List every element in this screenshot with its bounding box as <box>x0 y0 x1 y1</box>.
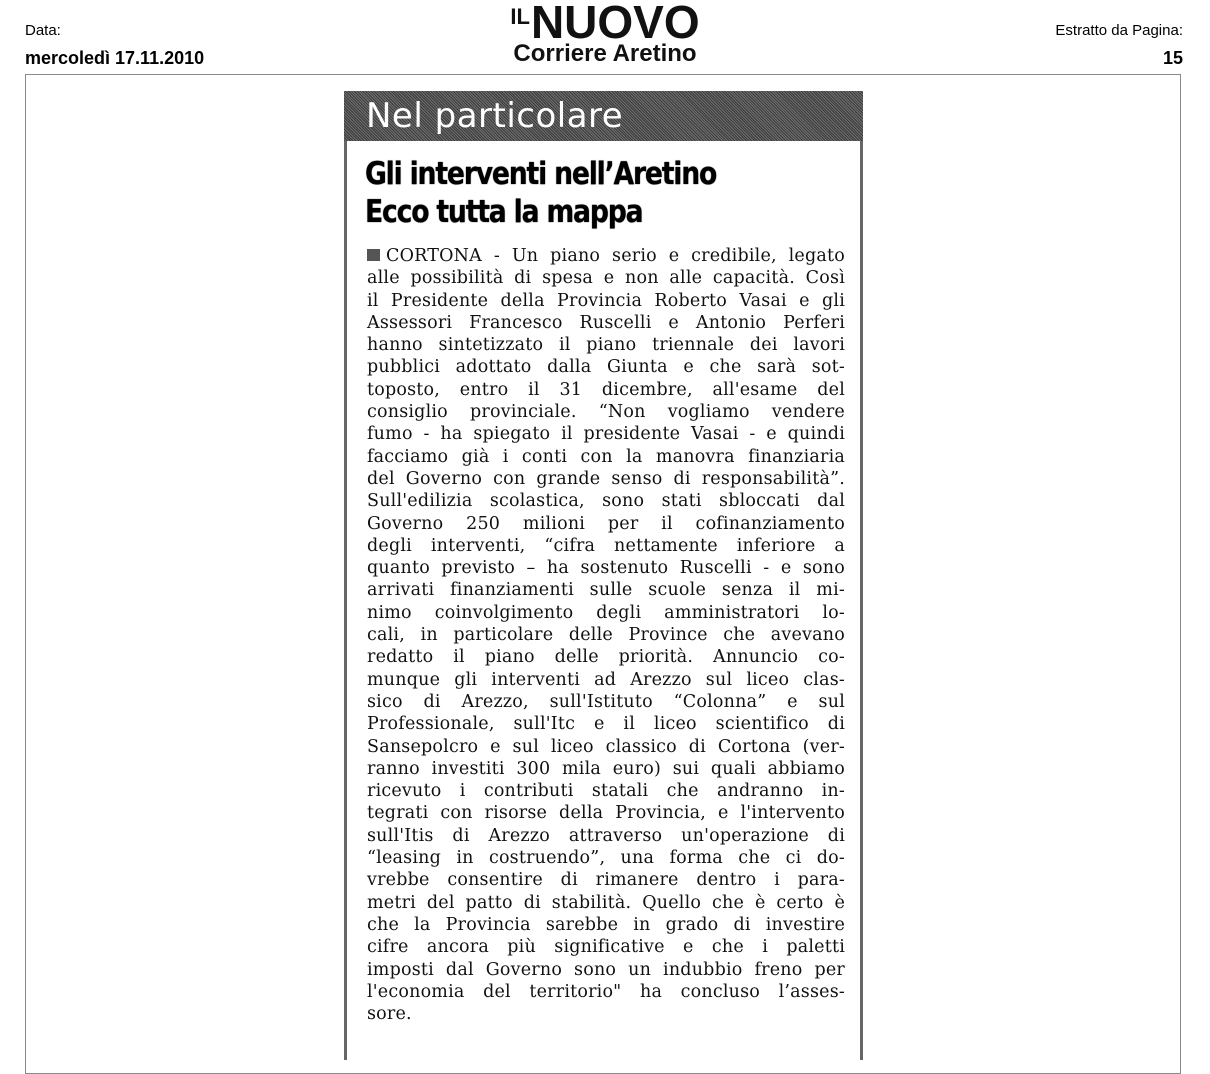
body-line-text: alle possibilità di spesa e non alle capacità. Così <box>367 268 845 289</box>
article-clipping <box>344 91 863 1060</box>
body-line-text: degli interventi, “cifra nettamente inferiore a <box>367 535 845 556</box>
page-number: 15 <box>1162 48 1183 68</box>
body-line-text: quanto previsto – ha sostenuto Ruscelli - e sono <box>367 558 845 579</box>
body-line <box>367 557 845 579</box>
body-line-text: hanno sintetizzato il piano triennale dei lavori <box>367 335 845 356</box>
body-line <box>367 579 845 601</box>
body-line <box>367 446 845 468</box>
body-line <box>367 468 845 490</box>
body-line <box>367 245 845 267</box>
headline-line-2: Ecco tutta la mappa <box>365 194 643 230</box>
body-line-text: nimo coinvolgimento degli amministratori lo- <box>367 602 845 623</box>
body-line <box>367 802 845 824</box>
body-line-text: munque gli interventi ad Arezzo sul liceo clas- <box>367 669 845 690</box>
body-line <box>367 758 845 780</box>
body-line-text: Governo 250 milioni per il cofinanziamento <box>367 513 845 534</box>
body-line-text: che la Provincia sarebbe in grado di investire <box>367 914 845 935</box>
body-line-text: tegrati con risorse della Provincia, e l'intervento <box>367 803 845 824</box>
body-line-text: consiglio provinciale. “Non vogliamo vendere <box>367 402 845 423</box>
body-line <box>367 981 845 1003</box>
body-line <box>367 1003 845 1025</box>
body-line-text: fumo - ha spiegato il presidente Vasai - e quindi <box>367 424 845 445</box>
body-line <box>367 936 845 958</box>
body-line <box>367 691 845 713</box>
body-line <box>367 624 845 646</box>
body-line-text: toposto, entro il 31 dicembre, all'esame del <box>367 379 845 400</box>
article-body <box>367 245 845 1025</box>
masthead-title <box>490 0 720 48</box>
body-line-text: sore. <box>367 1004 412 1025</box>
body-line-text: l'economia del territorio" ha concluso l’asses- <box>367 981 845 1002</box>
body-line-text: del Governo con grande senso di responsabilità”. <box>367 468 845 489</box>
newspaper-masthead <box>490 0 720 66</box>
body-line-text: cali, in particolare delle Province che avevano <box>367 625 845 646</box>
date-value: mercoledì 17.11.2010 <box>25 48 205 68</box>
body-line <box>367 535 845 557</box>
date-label: Data: <box>25 22 61 39</box>
body-line <box>367 423 845 445</box>
article-headline <box>365 155 847 231</box>
masthead-il: IL <box>510 4 530 29</box>
masthead-nuovo: NUOVO <box>530 0 700 48</box>
body-line <box>367 312 845 334</box>
body-line-text: metri del patto di stabilità. Quello che è certo è <box>367 892 845 913</box>
body-line-text: Assessori Francesco Ruscelli e Antonio Perferi <box>367 312 845 333</box>
body-line <box>367 869 845 891</box>
body-line <box>367 959 845 981</box>
body-line <box>367 892 845 914</box>
body-line-text: sico di Arezzo, sull'Istituto “Colonna” e sul <box>367 691 845 712</box>
body-line-text: pubblici adottato dalla Giunta e che sarà sot- <box>367 357 845 378</box>
body-line <box>367 401 845 423</box>
body-line <box>367 780 845 802</box>
body-line-text: il Presidente della Provincia Roberto Vasai e gli <box>367 290 845 311</box>
body-line-text: facciamo già i conti con la manovra finanziaria <box>367 446 845 467</box>
body-line-text: sull'Itis di Arezzo attraverso un'operazione di <box>367 825 845 846</box>
body-line <box>367 490 845 512</box>
body-line <box>367 914 845 936</box>
body-line-text: Professionale, sull'Itc e il liceo scientifico di <box>367 714 845 735</box>
body-line <box>367 669 845 691</box>
square-bullet-icon <box>367 249 380 261</box>
page-label: Estratto da Pagina: <box>1055 22 1183 39</box>
body-line <box>367 356 845 378</box>
body-line <box>367 379 845 401</box>
body-line-text: “leasing in costruendo”, una forma che ci do- <box>367 848 845 869</box>
page-block <box>1055 22 1183 68</box>
kicker-banner <box>344 91 863 141</box>
body-line-text: Sull'edilizia scolastica, sono stati sbloccati dal <box>367 491 845 512</box>
body-line-text: - Un piano serio e credibile, legato <box>493 246 845 266</box>
date-block <box>25 22 204 68</box>
kicker-text: Nel particolare <box>366 96 624 136</box>
body-line <box>367 290 845 312</box>
body-line-text: redatto il piano delle priorità. Annuncio co- <box>367 647 845 668</box>
body-line-text: ricevuto i contributi statali che andranno in- <box>367 781 845 802</box>
body-line <box>367 334 845 356</box>
masthead-subtitle: Corriere Aretino <box>513 40 697 67</box>
body-line-text: arrivati finanziamenti sulle scuole senza il mi- <box>367 580 845 601</box>
body-line <box>367 847 845 869</box>
body-line <box>367 713 845 735</box>
body-line-text: Sansepolcro e sul liceo classico di Cortona (ver- <box>367 736 845 757</box>
body-line-text: cifre ancora più significative e che i paletti <box>367 937 845 958</box>
body-line <box>367 513 845 535</box>
body-line <box>367 646 845 668</box>
body-line <box>367 602 845 624</box>
headline-line-1: Gli interventi nell’Aretino <box>365 156 717 192</box>
body-line-text: ranno investiti 300 mila euro) sui quali abbiamo <box>367 758 845 779</box>
body-line <box>367 736 845 758</box>
dateline: CORTONA <box>386 246 482 266</box>
body-line <box>367 825 845 847</box>
body-line <box>367 267 845 289</box>
body-line-text: imposti dal Governo sono un indubbio freno per <box>367 959 845 980</box>
body-line-text: vrebbe consentire di rimanere dentro i para- <box>367 870 845 891</box>
